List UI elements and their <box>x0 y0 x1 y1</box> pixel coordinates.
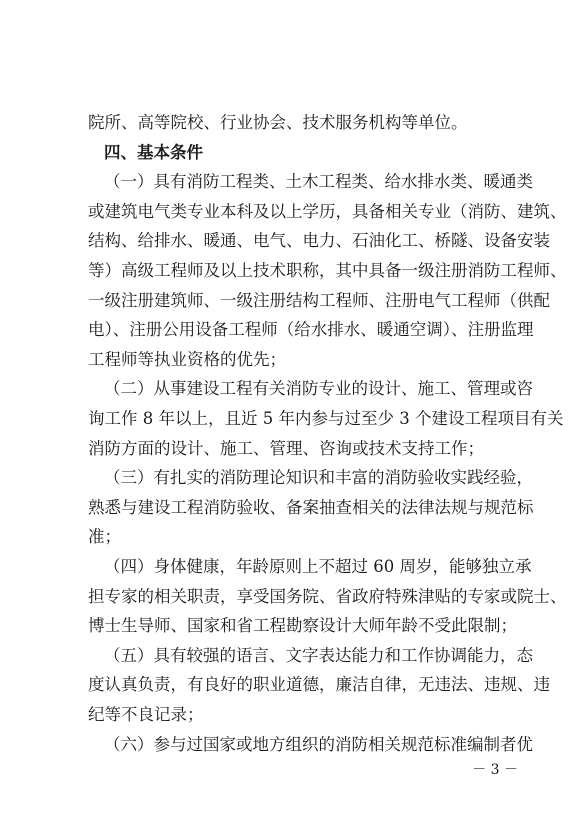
paragraph-line: 或建筑电气类专业本科及以上学历，具备相关专业（消防、建筑、 <box>88 201 567 221</box>
paragraph-line: 博士生导师、国家和省工程勘察设计大师年龄不受此限制； <box>88 616 517 636</box>
paragraph-line: 询工作 8 年以上，且近 5 年内参与过至少 3 个建设工程项目有关 <box>88 409 564 428</box>
paragraph-line: 结构、给排水、暖通、电气、电力、石油化工、桥隧、设备安装 <box>88 231 550 251</box>
paragraph-line: 准； <box>88 527 121 547</box>
paragraph-line: （一）具有消防工程类、土木工程类、给水排水类、暖通类 <box>104 172 533 192</box>
paragraph-line: 纪等不良记录； <box>88 705 204 724</box>
paragraph-line: 消防方面的设计、施工、管理、咨询或技术支持工作； <box>88 438 484 458</box>
paragraph-line: （三）有扎实的消防理论知识和丰富的消防验收实践经验， <box>104 468 533 488</box>
paragraph-line: （四）身体健康，年龄原则上不超过 60 周岁，能够独立承 <box>104 557 532 576</box>
page-number: － 3 － <box>472 762 518 778</box>
paragraph-line: 一级注册建筑师、一级注册结构工程师、注册电气工程师（供配 <box>88 290 550 310</box>
paragraph-line: （六）参与过国家或地方组织的消防相关规范标准编制者优 <box>104 734 533 754</box>
paragraph-line: 担专家的相关职责，享受国务院、省政府特殊津贴的专家或院士、 <box>88 586 567 606</box>
paragraph-line: （二）从事建设工程有关消防专业的设计、施工、管理或咨 <box>104 379 533 399</box>
paragraph-line: 度认真负责，有良好的职业道德，廉洁自律，无违法、违规、违 <box>88 675 550 695</box>
paragraph-line: 熟悉与建设工程消防验收、备案抽查相关的法律法规与规范标 <box>88 497 534 517</box>
section-heading: 四、基本条件 <box>104 142 203 162</box>
paragraph-line: 工程师等执业资格的优先； <box>88 349 286 369</box>
paragraph-line: （五）具有较强的语言、文字表达能力和工作协调能力，态 <box>104 645 533 665</box>
paragraph-line: 电）、注册公用设备工程师（给水排水、暖通空调）、注册监理 <box>88 320 534 340</box>
paragraph-line: 院所、高等院校、行业协会、技术服务机构等单位。 <box>88 113 468 132</box>
paragraph-line: 等）高级工程师及以上技术职称，其中具备一级注册消防工程师、 <box>88 261 567 280</box>
